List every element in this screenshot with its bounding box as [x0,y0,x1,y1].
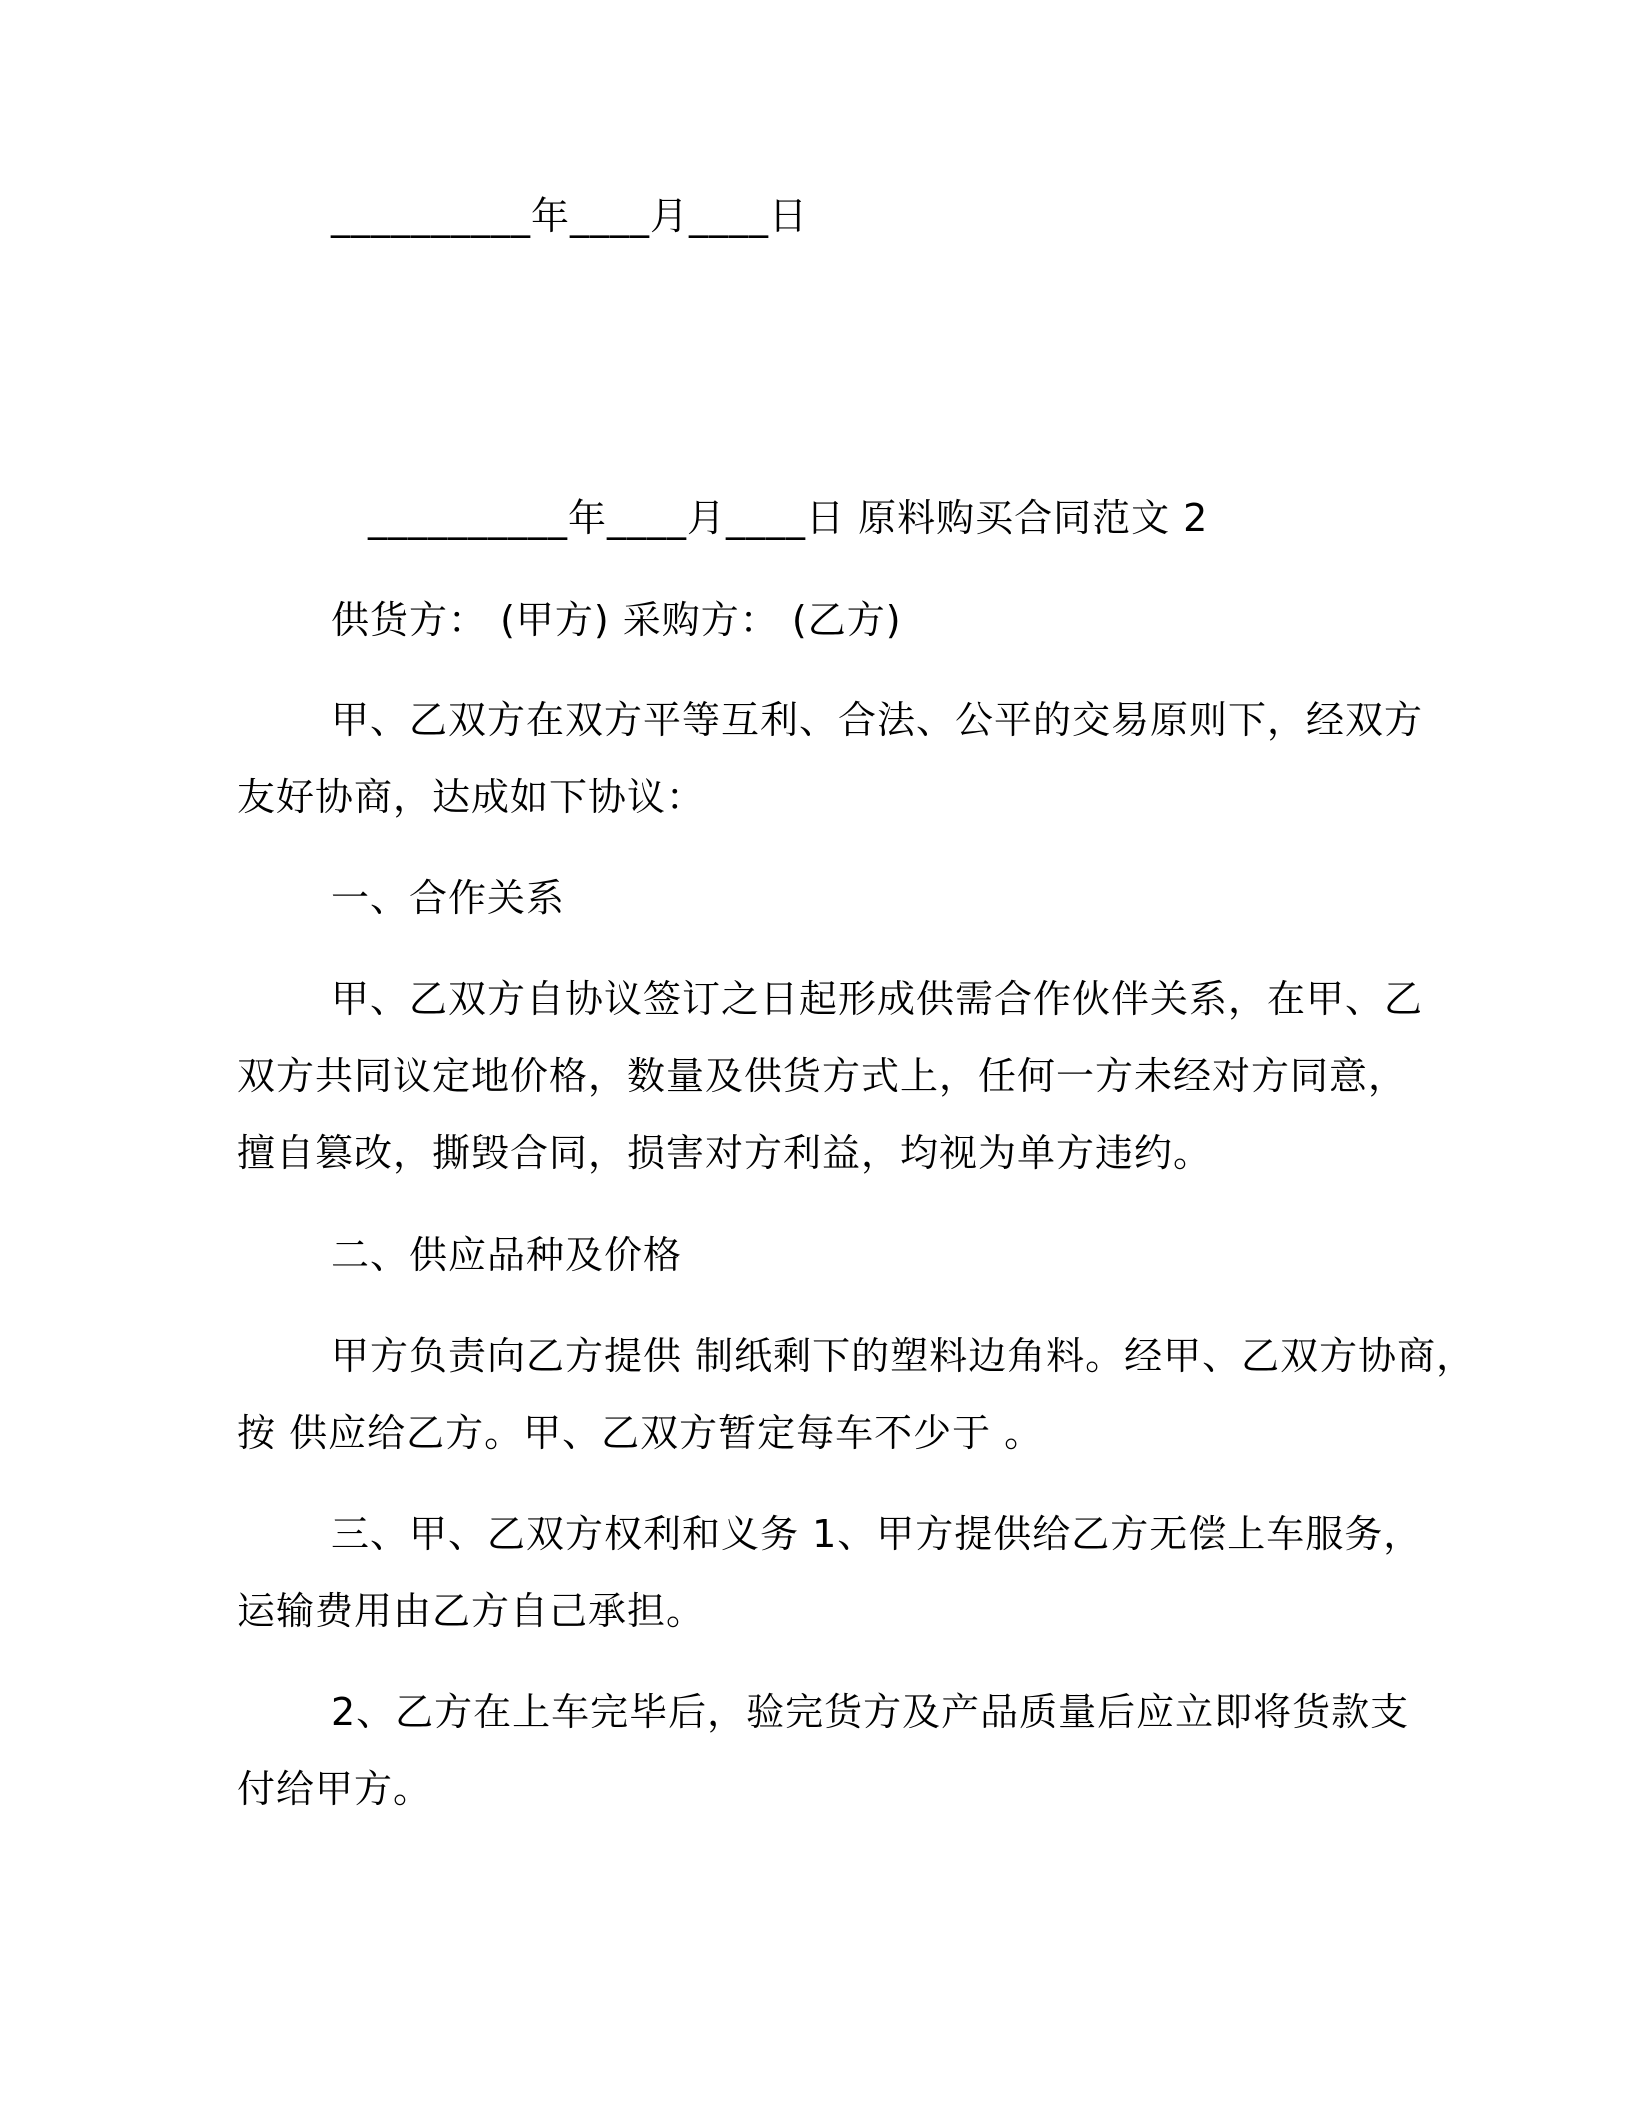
date-line-top: __________年____月____日 [331,194,809,238]
section2-line-1: 甲方负责向乙方提供 制纸剩下的塑料边角料。经甲、乙双方协商， [331,1334,1476,1378]
section2-line-2: 按 供应给乙方。甲、乙双方暂定每车不少于 。 [237,1411,1044,1455]
section3-item2-line-2: 付给甲方。 [237,1767,433,1811]
section1-line-1: 甲、乙双方自协议签订之日起形成供需合作伙伴关系，在甲、乙 [331,977,1424,1021]
section3-item2-line-1: 2、乙方在上车完毕后，验完货方及产品质量后应立即将货款支 [331,1690,1410,1734]
section3-line-2: 运输费用由乙方自己承担。 [237,1589,706,1633]
document-title: __________年____月____日 原料购买合同范文 2 [368,496,1209,540]
intro-line-2: 友好协商，达成如下协议： [237,775,706,819]
section3-line-1: 三、甲、乙双方权利和义务 1、甲方提供给乙方无偿上车服务， [331,1512,1423,1556]
intro-line-1: 甲、乙双方在双方平等互利、合法、公平的交易原则下，经双方 [331,698,1424,742]
section1-heading: 一、合作关系 [331,876,566,920]
section2-heading: 二、供应品种及价格 [331,1233,683,1277]
parties-line: 供货方： (甲方) 采购方： (乙方) [331,598,902,642]
section1-line-2: 双方共同议定地价格，数量及供货方式上，任何一方未经对方同意， [237,1054,1408,1098]
section1-line-3: 擅自篡改，撕毁合同，损害对方利益，均视为单方违约。 [237,1131,1213,1175]
